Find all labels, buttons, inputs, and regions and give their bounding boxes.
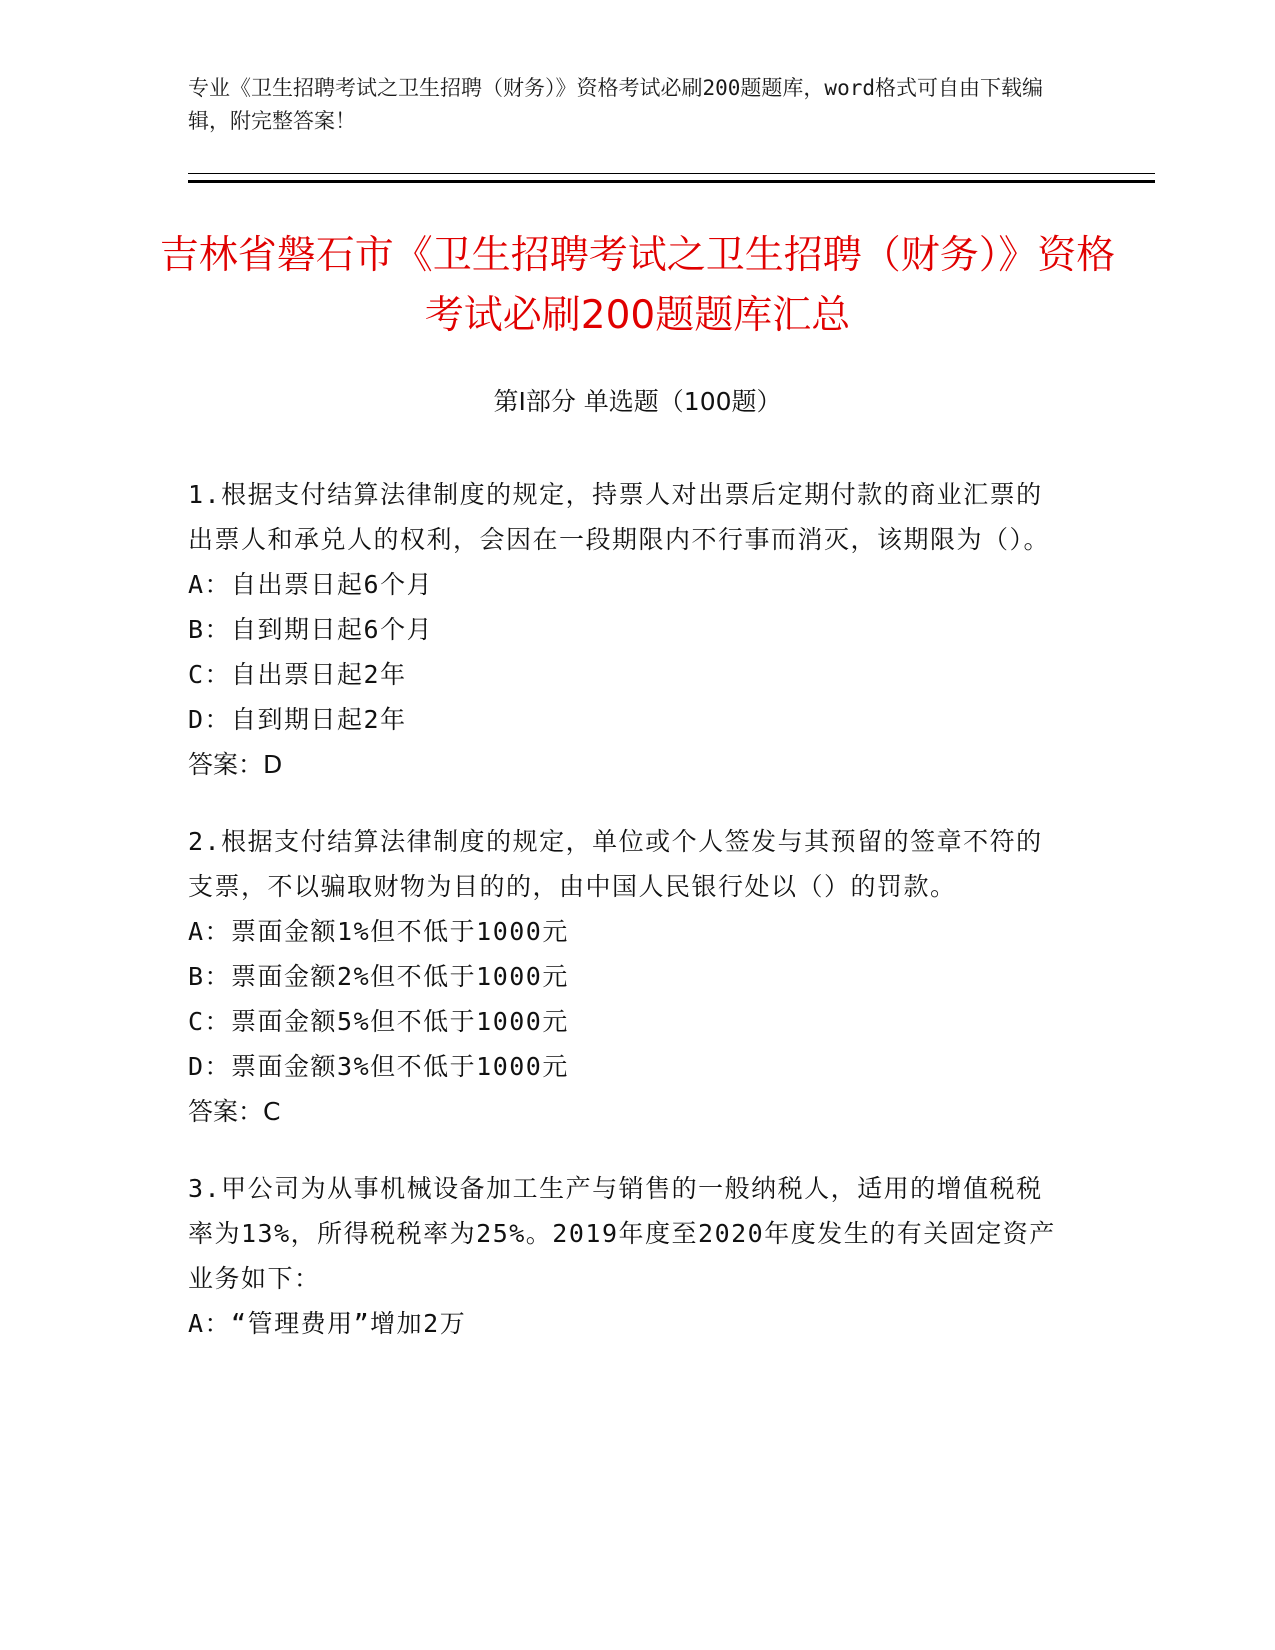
option-d: D：自到期日起2年: [188, 705, 407, 734]
question-stem: 1.根据支付结算法律制度的规定，持票人对出票后定期付款的商业汇票的出票人和承兑人的权利，会因在一段期限内不行事而消灭，该期限为（）。: [188, 480, 1051, 554]
option-d: D：票面金额3%但不低于1000元: [188, 1052, 569, 1081]
question-1: [188, 472, 1068, 787]
question-stem: 3.甲公司为从事机械设备加工生产与销售的一般纳税人，适用的增值税税率为13%，所得税税率为25%。2019年度至2020年度发生的有关固定资产业务如下：: [188, 1174, 1056, 1293]
question-list: [188, 472, 1068, 1378]
option-a: A：“管理费用”增加2万: [188, 1309, 467, 1338]
answer: 答案：D: [188, 750, 283, 779]
question-2: [188, 819, 1068, 1134]
option-c: C：自出票日起2年: [188, 660, 407, 689]
question-stem: 2.根据支付结算法律制度的规定，单位或个人签发与其预留的签章不符的支票，不以骗取财物为目的的，由中国人民银行处以（）的罚款。: [188, 827, 1043, 901]
header-rule-thick: [188, 180, 1155, 183]
document-title: 吉林省磐石市《卫生招聘考试之卫生招聘（财务）》资格考试必刷200题题库汇总: [159, 233, 1116, 339]
section-title: 第Ⅰ部分 单选题（100题）: [493, 387, 782, 416]
header-rule-thin: [188, 173, 1155, 174]
option-a: A：自出票日起6个月: [188, 570, 434, 599]
question-3: [188, 1166, 1068, 1346]
option-c: C：票面金额5%但不低于1000元: [188, 1007, 569, 1036]
header-note: 专业《卫生招聘考试之卫生招聘（财务）》资格考试必刷200题题库，word格式可自由下载编辑，附完整答案！: [188, 76, 1043, 133]
option-b: B：票面金额2%但不低于1000元: [188, 962, 569, 991]
option-b: B：自到期日起6个月: [188, 615, 434, 644]
option-a: A：票面金额1%但不低于1000元: [188, 917, 569, 946]
answer: 答案：C: [188, 1097, 281, 1126]
